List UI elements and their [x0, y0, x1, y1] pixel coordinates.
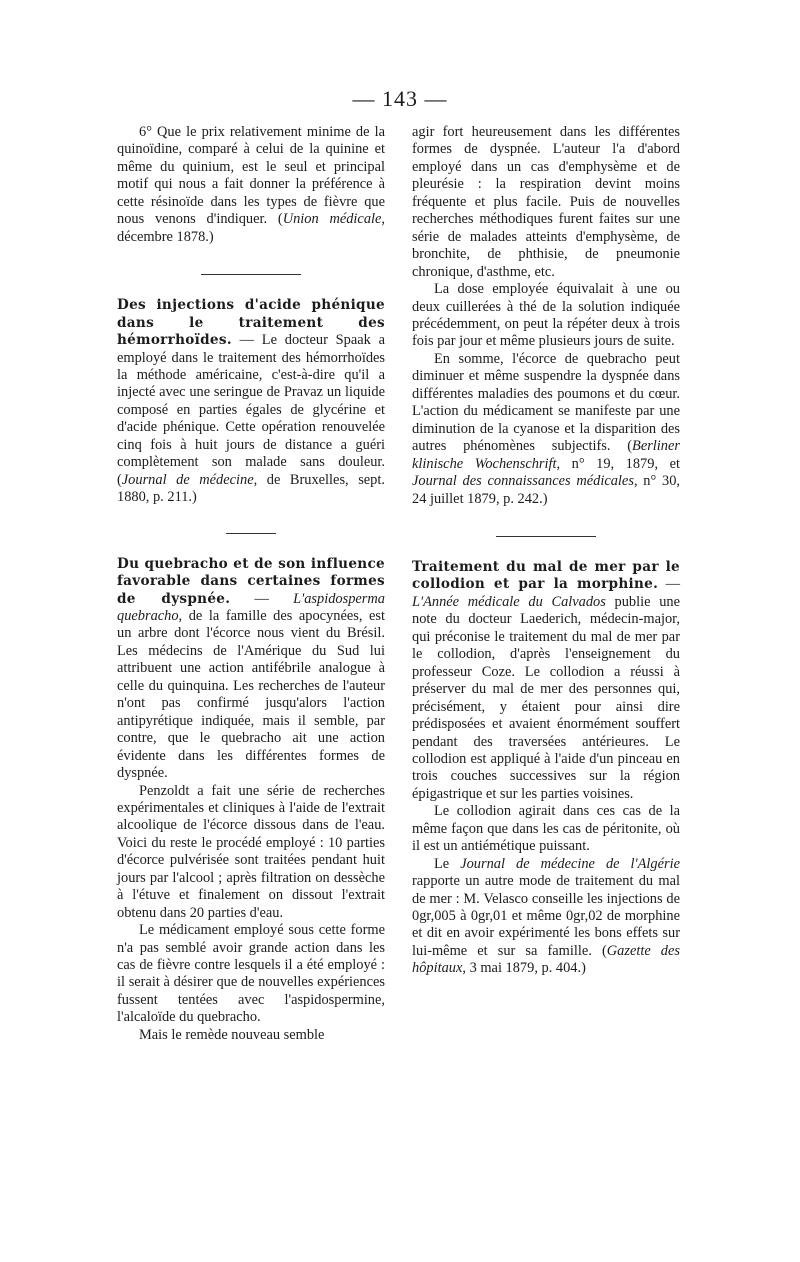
- text: Le: [434, 855, 461, 872]
- section-paragraph: [117, 556, 385, 783]
- section-paragraph: [412, 559, 680, 803]
- paragraph: Le médicament employé sous cette forme n'a pas semblé avoir grande action dans les cas de fièvre contre lesquels il a été employé : il serait à désirer que de nouvelles expériences fussent tentées avec l'aspidospermine, l'alcaloïde du quebracho.: [117, 922, 385, 1026]
- source-citation: Berliner klinische Wochenschrift: [412, 438, 680, 472]
- text: —: [658, 576, 680, 593]
- page-number: — 143 —: [352, 86, 448, 111]
- section-divider: [496, 536, 596, 537]
- source-citation: Journal des connaissances médicales: [412, 473, 634, 490]
- text: , n° 30, 24 juillet 1879, p. 242.): [412, 473, 681, 507]
- text: En somme, l'écorce de quebracho peut diminuer et même suspendre la dyspnée dans différentes maladies des poumons et du cœur. L'action du médicament se manifeste par une diminution de la cyanose et la disparition des autres phénomènes subjectifs. (: [412, 350, 680, 455]
- source-citation: Gazette des hôpitaux: [412, 942, 680, 977]
- section-divider: [226, 533, 276, 534]
- source-citation: Journal de médecine de l'Algérie: [460, 855, 680, 872]
- right-column: [412, 124, 680, 978]
- section-divider: [201, 274, 301, 275]
- left-column: [117, 124, 385, 1044]
- text: rapporte un autre mode de traitement du mal de mer : M. Velasco conseille les injections de 0gr,005 à 0gr,01 et même 0gr,02 de morphine et dit en avoir expérimenté les bons effets sur lui-même et sur sa famille. (: [412, 873, 680, 959]
- source-citation: Union médicale: [282, 211, 382, 228]
- paragraph: [412, 351, 680, 508]
- paragraph: Le collodion agirait dans ces cas de la même façon que dans les cas de péritonite, où il est un antiémétique puissant.: [412, 803, 680, 855]
- text: , de la famille des apocynées, est un arbre dont l'écorce nous vient du Brésil. Les médecins de l'Amérique du Sud lui attribuent une action antifébrile analogue à celle du quinquina. Les recherches de l'auteur n'ont pas confirmé jusqu'alors l'action antipyrétique indiquée, mais il semble, par contre, que le quebracho ait une action évidente dans les différentes formes de dyspnée.: [117, 607, 385, 782]
- text: , décembre 1878.): [117, 211, 386, 245]
- section-paragraph: [117, 297, 385, 506]
- paragraph: agir fort heureusement dans les différentes formes de dyspnée. L'auteur l'a d'abord employé dans un cas d'emphysème et de pleurésie : la respiration devint moins fréquente et plus facile. Puis de nouvelles recherches méthodiques furent faites sur une série de malades atteints d'emphysème, de bronchite, de phthisie, de pneumonie chronique, d'asthme, etc.: [412, 124, 680, 280]
- section-heading: Traitement du mal de mer par le collodion et par la morphine.: [412, 558, 680, 593]
- text: 6° Que le prix relativement minime de la quinoïdine, comparé à celui de la quinine et même du quinium, est le seul et principal motif qui nous a fait donner la préférence à cette résinoïde dans les types de fièvre que nous venons d'indiquer. (: [117, 124, 385, 228]
- source-citation: Journal de médecine: [121, 471, 254, 488]
- italic-term: L'aspidosperma quebracho: [117, 590, 385, 624]
- text: , de Bruxelles, sept. 1880, p. 211.): [117, 471, 385, 506]
- section-heading: Du quebracho et de son influence favorable dans certaines formes de dyspnée.: [117, 555, 385, 607]
- text: —: [230, 590, 294, 607]
- text: , n° 19, 1879, et: [556, 455, 680, 472]
- text: publie une note du docteur Laederich, médecin-major, qui préconise le traitement du mal de mer par le collodion, d'après l'enseignement du professeur Coze. Le collodion a réussi à préserver du mal de mer des personnes qui, précisément, y étaient pour ainsi dire prédisposées et avaient énormément souffert pendant des traversées antérieures. Le collodion est appliqué à l'aide d'un pinceau en trois couches successives sur la région épigastrique et sur les parties voisines.: [412, 593, 680, 802]
- text: — Le docteur Spaak a employé dans le traitement des hémorrhoïdes la méthode américaine, c'est-à-dire qu'il a injecté avec une seringue de Pravaz un liquide composé en parties égales de glycérine et d'acide phénique. Cette opération renouvelée cinq fois à huit jours de distance a guéri complètement son malade sans douleur. (: [117, 332, 385, 488]
- section-heading: Des injections d'acide phénique dans le traitement des hémorrhoïdes.: [117, 297, 385, 349]
- paragraph: Penzoldt a fait une série de recherches expérimentales et cliniques à l'aide de l'extrait alcoolique de l'écorce dissous dans de l'eau. Voici du reste le procédé employé : 10 parties d'écorce pulvérisée sont traitées pendant huit jours par l'alcool ; après filtration on dessèche à l'étuve et finalement on dissout l'extrait obtenu dans 20 parties d'eau.: [117, 782, 385, 921]
- source-citation: L'Année médicale du Calvados: [412, 593, 606, 610]
- paragraph: Mais le remède nouveau semble: [139, 1026, 325, 1043]
- text: , 3 mai 1879, p. 404.): [462, 960, 586, 977]
- paragraph: La dose employée équivalait à une ou deux cuillerées à thé de la solution indiquée précédemment, on peut la répéter deux à trois fois par jour et même plusieurs jours de suite.: [412, 281, 680, 350]
- paragraph: [412, 856, 680, 978]
- paragraph: [117, 124, 385, 246]
